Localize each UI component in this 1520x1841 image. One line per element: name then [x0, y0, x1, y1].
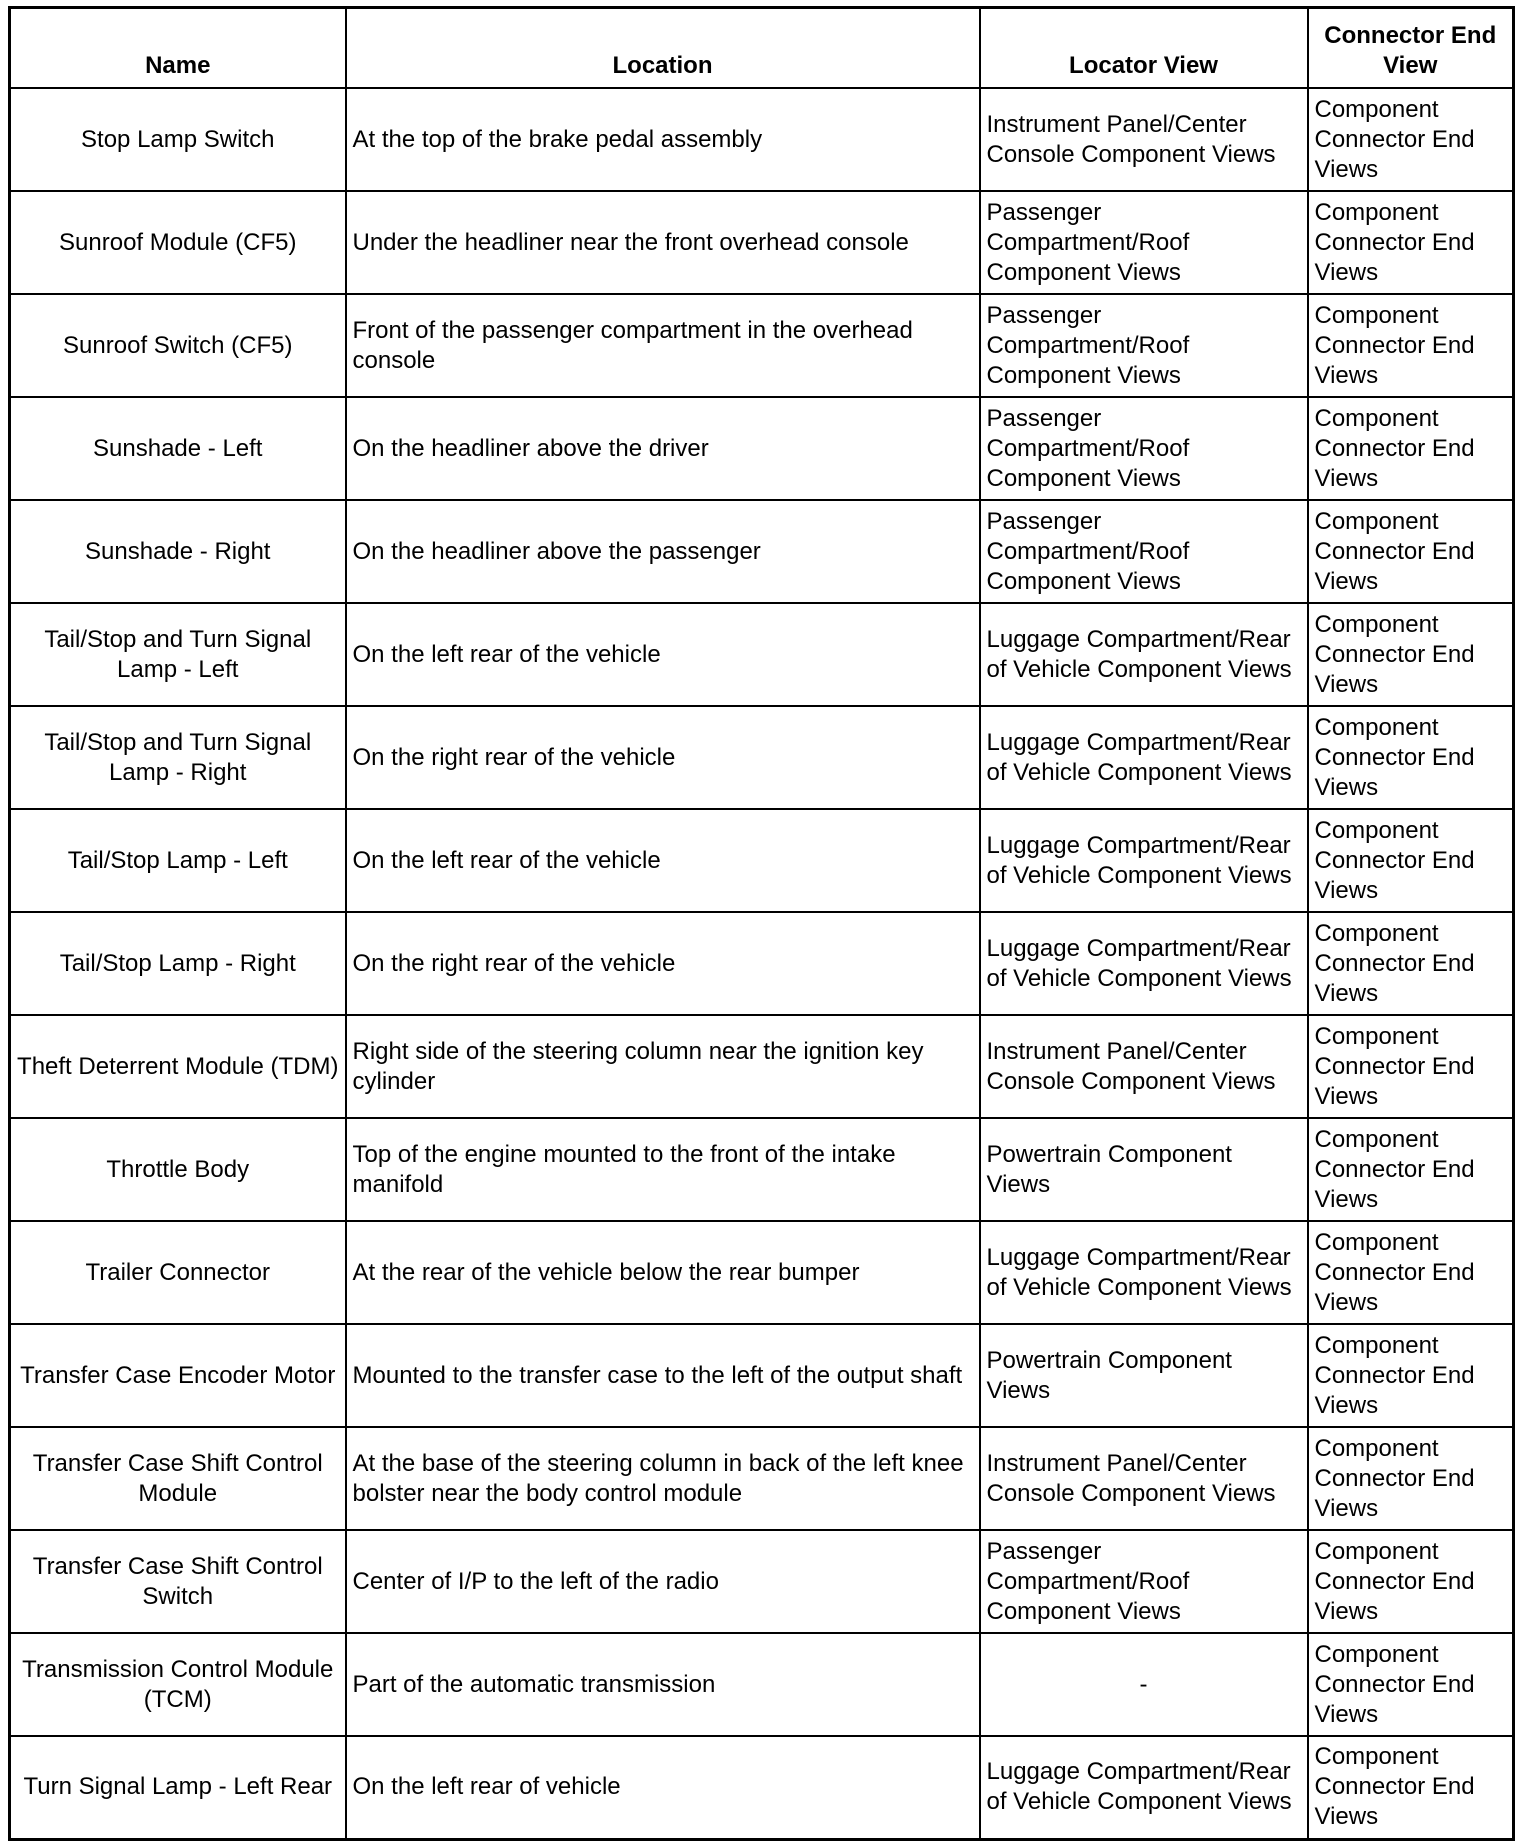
table-row: [10, 809, 1514, 912]
table-row: [10, 912, 1514, 1015]
cell-location: On the right rear of the vehicle: [346, 706, 980, 809]
cell-connector-end-view: Component Connector End Views: [1308, 1118, 1514, 1221]
cell-name: Stop Lamp Switch: [10, 88, 346, 191]
cell-location: At the rear of the vehicle below the rear bumper: [346, 1221, 980, 1324]
cell-connector-end-view: Component Connector End Views: [1308, 1015, 1514, 1118]
cell-connector-end-view: Component Connector End Views: [1308, 294, 1514, 397]
cell-locator-view: Luggage Compartment/Rear of Vehicle Component Views: [980, 809, 1308, 912]
cell-name: Theft Deterrent Module (TDM): [10, 1015, 346, 1118]
cell-connector-end-view: Component Connector End Views: [1308, 88, 1514, 191]
table-row: [10, 1427, 1514, 1530]
cell-name: Tail/Stop and Turn Signal Lamp - Left: [10, 603, 346, 706]
cell-location: At the top of the brake pedal assembly: [346, 88, 980, 191]
cell-connector-end-view: Component Connector End Views: [1308, 397, 1514, 500]
component-locator-table: [8, 6, 1515, 1841]
cell-name: Transmission Control Module (TCM): [10, 1633, 346, 1736]
cell-connector-end-view: Component Connector End Views: [1308, 706, 1514, 809]
cell-locator-view: Powertrain Component Views: [980, 1118, 1308, 1221]
cell-locator-view: Instrument Panel/Center Console Component Views: [980, 1015, 1308, 1118]
table-row: [10, 706, 1514, 809]
cell-name: Sunshade - Left: [10, 397, 346, 500]
cell-connector-end-view: Component Connector End Views: [1308, 912, 1514, 1015]
cell-name: Tail/Stop and Turn Signal Lamp - Right: [10, 706, 346, 809]
cell-connector-end-view: Component Connector End Views: [1308, 1736, 1514, 1839]
cell-connector-end-view: Component Connector End Views: [1308, 1221, 1514, 1324]
cell-locator-view: -: [980, 1633, 1308, 1736]
cell-name: Transfer Case Encoder Motor: [10, 1324, 346, 1427]
cell-locator-view: Instrument Panel/Center Console Component Views: [980, 1427, 1308, 1530]
cell-location: On the left rear of the vehicle: [346, 809, 980, 912]
cell-name: Sunshade - Right: [10, 500, 346, 603]
cell-location: Center of I/P to the left of the radio: [346, 1530, 980, 1633]
cell-name: Tail/Stop Lamp - Right: [10, 912, 346, 1015]
cell-connector-end-view: Component Connector End Views: [1308, 1633, 1514, 1736]
cell-locator-view: Luggage Compartment/Rear of Vehicle Component Views: [980, 603, 1308, 706]
cell-connector-end-view: Component Connector End Views: [1308, 1427, 1514, 1530]
header-row: [10, 8, 1514, 89]
cell-location: Part of the automatic transmission: [346, 1633, 980, 1736]
cell-name: Turn Signal Lamp - Left Rear: [10, 1736, 346, 1839]
table-row: [10, 1530, 1514, 1633]
header-locator-view: Locator View: [980, 8, 1308, 89]
table-row: [10, 1221, 1514, 1324]
cell-name: Sunroof Switch (CF5): [10, 294, 346, 397]
header-connector-end-view: Connector End View: [1308, 8, 1514, 89]
cell-location: Mounted to the transfer case to the left of the output shaft: [346, 1324, 980, 1427]
table-row: [10, 88, 1514, 191]
table-row: [10, 1015, 1514, 1118]
table-row: [10, 1118, 1514, 1221]
cell-locator-view: Instrument Panel/Center Console Component Views: [980, 88, 1308, 191]
cell-connector-end-view: Component Connector End Views: [1308, 1324, 1514, 1427]
header-location: Location: [346, 8, 980, 89]
cell-locator-view: Luggage Compartment/Rear of Vehicle Component Views: [980, 912, 1308, 1015]
header-name: Name: [10, 8, 346, 89]
cell-connector-end-view: Component Connector End Views: [1308, 809, 1514, 912]
cell-locator-view: Luggage Compartment/Rear of Vehicle Component Views: [980, 706, 1308, 809]
cell-location: On the headliner above the driver: [346, 397, 980, 500]
cell-locator-view: Passenger Compartment/Roof Component Views: [980, 191, 1308, 294]
table-row: [10, 500, 1514, 603]
cell-locator-view: Passenger Compartment/Roof Component Views: [980, 397, 1308, 500]
cell-connector-end-view: Component Connector End Views: [1308, 191, 1514, 294]
cell-location: On the left rear of the vehicle: [346, 603, 980, 706]
cell-connector-end-view: Component Connector End Views: [1308, 603, 1514, 706]
cell-location: On the left rear of vehicle: [346, 1736, 980, 1839]
cell-location: Front of the passenger compartment in the overhead console: [346, 294, 980, 397]
cell-name: Trailer Connector: [10, 1221, 346, 1324]
cell-connector-end-view: Component Connector End Views: [1308, 1530, 1514, 1633]
table-row: [10, 1736, 1514, 1839]
cell-location: At the base of the steering column in back of the left knee bolster near the body control module: [346, 1427, 980, 1530]
cell-locator-view: Luggage Compartment/Rear of Vehicle Component Views: [980, 1221, 1308, 1324]
table-row: [10, 191, 1514, 294]
cell-location: On the headliner above the passenger: [346, 500, 980, 603]
cell-location: Under the headliner near the front overhead console: [346, 191, 980, 294]
cell-connector-end-view: Component Connector End Views: [1308, 500, 1514, 603]
table-row: [10, 397, 1514, 500]
cell-name: Transfer Case Shift Control Module: [10, 1427, 346, 1530]
cell-locator-view: Passenger Compartment/Roof Component Views: [980, 1530, 1308, 1633]
table-row: [10, 1324, 1514, 1427]
cell-name: Sunroof Module (CF5): [10, 191, 346, 294]
table-row: [10, 294, 1514, 397]
cell-name: Transfer Case Shift Control Switch: [10, 1530, 346, 1633]
cell-location: Top of the engine mounted to the front of the intake manifold: [346, 1118, 980, 1221]
table-row: [10, 1633, 1514, 1736]
cell-locator-view: Powertrain Component Views: [980, 1324, 1308, 1427]
cell-name: Tail/Stop Lamp - Left: [10, 809, 346, 912]
cell-locator-view: Luggage Compartment/Rear of Vehicle Component Views: [980, 1736, 1308, 1839]
cell-locator-view: Passenger Compartment/Roof Component Views: [980, 500, 1308, 603]
cell-location: On the right rear of the vehicle: [346, 912, 980, 1015]
cell-location: Right side of the steering column near the ignition key cylinder: [346, 1015, 980, 1118]
table-row: [10, 603, 1514, 706]
cell-name: Throttle Body: [10, 1118, 346, 1221]
cell-locator-view: Passenger Compartment/Roof Component Views: [980, 294, 1308, 397]
